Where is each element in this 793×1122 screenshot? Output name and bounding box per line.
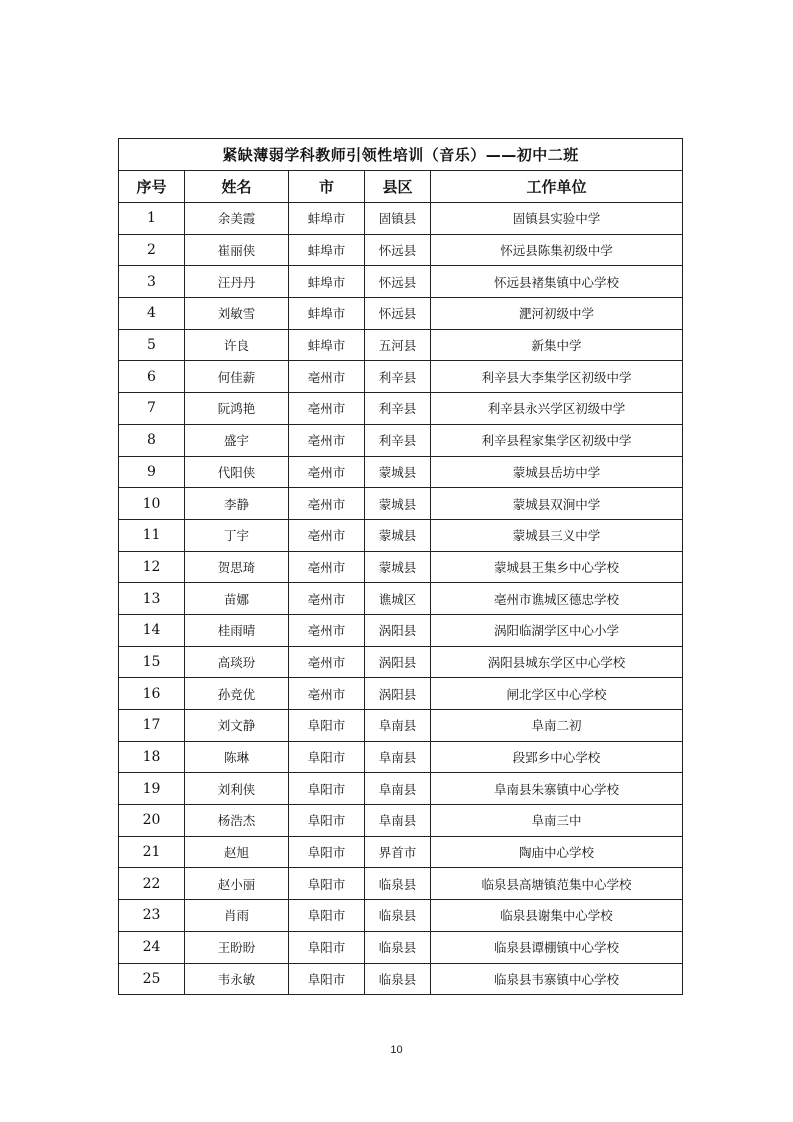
cell-county: 临泉县 — [365, 963, 431, 995]
cell-name: 贺思琦 — [185, 551, 289, 583]
cell-unit: 临泉县高塘镇范集中心学校 — [431, 868, 683, 900]
cell-unit: 新集中学 — [431, 329, 683, 361]
table-row — [119, 551, 683, 583]
cell-city: 亳州市 — [289, 583, 365, 615]
cell-county: 蒙城县 — [365, 551, 431, 583]
cell-unit: 亳州市谯城区德忠学校 — [431, 583, 683, 615]
cell-no: 4 — [119, 298, 185, 330]
cell-unit: 利辛县程家集学区初级中学 — [431, 424, 683, 456]
header-city: 市 — [289, 171, 365, 203]
cell-no: 9 — [119, 456, 185, 488]
table-row — [119, 868, 683, 900]
table-title-row — [119, 139, 683, 171]
cell-name: 桂雨晴 — [185, 614, 289, 646]
cell-no: 6 — [119, 361, 185, 393]
cell-no: 5 — [119, 329, 185, 361]
table-row — [119, 836, 683, 868]
cell-no: 13 — [119, 583, 185, 615]
table-row — [119, 614, 683, 646]
cell-county: 阜南县 — [365, 805, 431, 837]
cell-county: 涡阳县 — [365, 646, 431, 678]
cell-city: 阜阳市 — [289, 741, 365, 773]
cell-county: 阜南县 — [365, 710, 431, 742]
cell-no: 17 — [119, 710, 185, 742]
table-row — [119, 931, 683, 963]
cell-city: 阜阳市 — [289, 963, 365, 995]
cell-name: 赵小丽 — [185, 868, 289, 900]
cell-unit: 临泉县韦寨镇中心学校 — [431, 963, 683, 995]
cell-name: 韦永敏 — [185, 963, 289, 995]
cell-unit: 蒙城县王集乡中心学校 — [431, 551, 683, 583]
cell-name: 陈琳 — [185, 741, 289, 773]
cell-name: 崔丽侠 — [185, 234, 289, 266]
cell-name: 汪丹丹 — [185, 266, 289, 298]
cell-county: 涡阳县 — [365, 614, 431, 646]
cell-unit: 蒙城县三义中学 — [431, 519, 683, 551]
cell-county: 利辛县 — [365, 424, 431, 456]
cell-unit: 闸北学区中心学校 — [431, 678, 683, 710]
table-row — [119, 963, 683, 995]
cell-unit: 临泉县谢集中心学校 — [431, 900, 683, 932]
roster-table — [118, 138, 683, 995]
header-unit: 工作单位 — [431, 171, 683, 203]
cell-county: 蒙城县 — [365, 488, 431, 520]
cell-city: 蚌埠市 — [289, 266, 365, 298]
cell-unit: 涡阳临湖学区中心小学 — [431, 614, 683, 646]
cell-city: 阜阳市 — [289, 773, 365, 805]
header-name: 姓名 — [185, 171, 289, 203]
cell-unit: 涡阳县城东学区中心学校 — [431, 646, 683, 678]
table-row — [119, 488, 683, 520]
cell-name: 刘文静 — [185, 710, 289, 742]
cell-no: 22 — [119, 868, 185, 900]
cell-county: 怀远县 — [365, 234, 431, 266]
table-row — [119, 519, 683, 551]
header-county: 县区 — [365, 171, 431, 203]
cell-no: 12 — [119, 551, 185, 583]
cell-name: 阮鸿艳 — [185, 393, 289, 425]
cell-no: 24 — [119, 931, 185, 963]
cell-county: 利辛县 — [365, 361, 431, 393]
cell-no: 1 — [119, 203, 185, 235]
table-row — [119, 298, 683, 330]
table-header-row — [119, 171, 683, 203]
cell-county: 临泉县 — [365, 868, 431, 900]
cell-no: 20 — [119, 805, 185, 837]
cell-county: 阜南县 — [365, 773, 431, 805]
cell-name: 丁宇 — [185, 519, 289, 551]
header-no: 序号 — [119, 171, 185, 203]
table-row — [119, 583, 683, 615]
cell-no: 21 — [119, 836, 185, 868]
cell-county: 界首市 — [365, 836, 431, 868]
table-row — [119, 646, 683, 678]
cell-city: 亳州市 — [289, 646, 365, 678]
cell-county: 五河县 — [365, 329, 431, 361]
cell-no: 19 — [119, 773, 185, 805]
cell-city: 亳州市 — [289, 488, 365, 520]
cell-unit: 怀远县陈集初级中学 — [431, 234, 683, 266]
cell-name: 代阳侠 — [185, 456, 289, 488]
cell-unit: 阜南县朱寨镇中心学校 — [431, 773, 683, 805]
cell-county: 利辛县 — [365, 393, 431, 425]
cell-unit: 怀远县褚集镇中心学校 — [431, 266, 683, 298]
cell-city: 亳州市 — [289, 678, 365, 710]
table-row — [119, 329, 683, 361]
page-number: 10 — [390, 1044, 403, 1056]
cell-city: 阜阳市 — [289, 836, 365, 868]
table-title: 紧缺薄弱学科教师引领性培训（音乐）——初中二班 — [119, 139, 683, 171]
cell-no: 25 — [119, 963, 185, 995]
cell-county: 谯城区 — [365, 583, 431, 615]
cell-city: 阜阳市 — [289, 805, 365, 837]
cell-name: 许良 — [185, 329, 289, 361]
cell-city: 亳州市 — [289, 424, 365, 456]
table-row — [119, 393, 683, 425]
table-row — [119, 741, 683, 773]
cell-name: 盛宇 — [185, 424, 289, 456]
table-row — [119, 361, 683, 393]
cell-city: 亳州市 — [289, 519, 365, 551]
cell-city: 亳州市 — [289, 393, 365, 425]
cell-no: 2 — [119, 234, 185, 266]
table-row — [119, 203, 683, 235]
cell-unit: 阜南三中 — [431, 805, 683, 837]
cell-no: 7 — [119, 393, 185, 425]
cell-unit: 利辛县永兴学区初级中学 — [431, 393, 683, 425]
cell-name: 孙竞优 — [185, 678, 289, 710]
cell-county: 蒙城县 — [365, 519, 431, 551]
table-row — [119, 678, 683, 710]
cell-city: 蚌埠市 — [289, 298, 365, 330]
table-row — [119, 710, 683, 742]
cell-city: 亳州市 — [289, 361, 365, 393]
cell-no: 18 — [119, 741, 185, 773]
cell-unit: 淝河初级中学 — [431, 298, 683, 330]
cell-name: 杨浩杰 — [185, 805, 289, 837]
cell-city: 阜阳市 — [289, 931, 365, 963]
cell-no: 11 — [119, 519, 185, 551]
cell-no: 23 — [119, 900, 185, 932]
cell-name: 何佳薪 — [185, 361, 289, 393]
table-body — [119, 203, 683, 995]
cell-county: 固镇县 — [365, 203, 431, 235]
cell-name: 刘敏雪 — [185, 298, 289, 330]
cell-no: 14 — [119, 614, 185, 646]
cell-unit: 陶庙中心学校 — [431, 836, 683, 868]
cell-name: 余美霞 — [185, 203, 289, 235]
cell-county: 阜南县 — [365, 741, 431, 773]
cell-city: 阜阳市 — [289, 710, 365, 742]
cell-city: 蚌埠市 — [289, 329, 365, 361]
cell-city: 蚌埠市 — [289, 203, 365, 235]
cell-no: 10 — [119, 488, 185, 520]
cell-name: 肖雨 — [185, 900, 289, 932]
table-row — [119, 773, 683, 805]
cell-county: 涡阳县 — [365, 678, 431, 710]
cell-unit: 段郢乡中心学校 — [431, 741, 683, 773]
cell-name: 刘利侠 — [185, 773, 289, 805]
table-row — [119, 424, 683, 456]
cell-name: 苗娜 — [185, 583, 289, 615]
cell-county: 蒙城县 — [365, 456, 431, 488]
cell-unit: 临泉县谭棚镇中心学校 — [431, 931, 683, 963]
cell-no: 3 — [119, 266, 185, 298]
cell-city: 蚌埠市 — [289, 234, 365, 266]
cell-unit: 蒙城县双涧中学 — [431, 488, 683, 520]
cell-unit: 固镇县实验中学 — [431, 203, 683, 235]
cell-name: 李静 — [185, 488, 289, 520]
cell-city: 阜阳市 — [289, 900, 365, 932]
table-row — [119, 234, 683, 266]
cell-city: 阜阳市 — [289, 868, 365, 900]
cell-name: 高琰玢 — [185, 646, 289, 678]
cell-city: 亳州市 — [289, 456, 365, 488]
cell-unit: 利辛县大李集学区初级中学 — [431, 361, 683, 393]
table-row — [119, 266, 683, 298]
table-row — [119, 456, 683, 488]
cell-county: 怀远县 — [365, 266, 431, 298]
cell-city: 亳州市 — [289, 551, 365, 583]
cell-unit: 阜南二初 — [431, 710, 683, 742]
table-row — [119, 900, 683, 932]
cell-name: 赵旭 — [185, 836, 289, 868]
cell-city: 亳州市 — [289, 614, 365, 646]
cell-county: 怀远县 — [365, 298, 431, 330]
cell-no: 8 — [119, 424, 185, 456]
cell-name: 王盼盼 — [185, 931, 289, 963]
cell-no: 16 — [119, 678, 185, 710]
cell-no: 15 — [119, 646, 185, 678]
cell-unit: 蒙城县岳坊中学 — [431, 456, 683, 488]
table-row — [119, 805, 683, 837]
cell-county: 临泉县 — [365, 931, 431, 963]
cell-county: 临泉县 — [365, 900, 431, 932]
